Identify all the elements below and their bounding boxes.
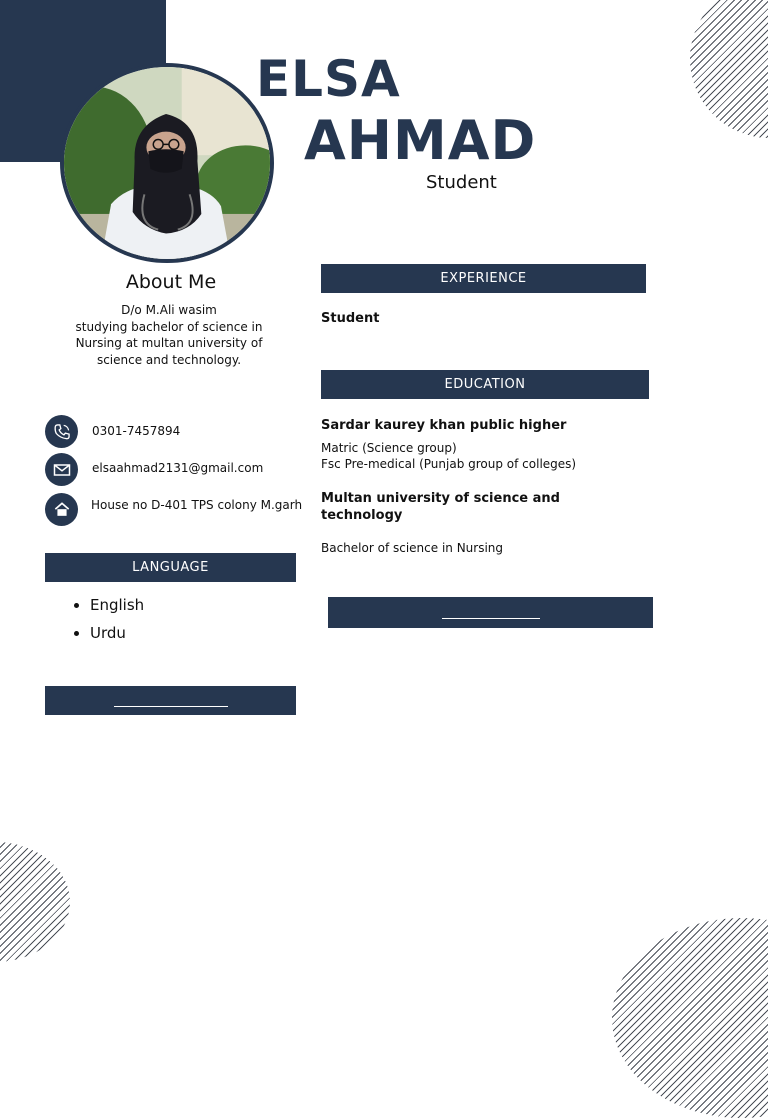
about-line: D/o M.Ali wasim: [121, 303, 217, 317]
language-section-bar: [45, 553, 296, 582]
last-name: AHMAD: [304, 109, 537, 172]
first-name: ELSA: [256, 50, 401, 108]
language-heading: LANGUAGE: [132, 560, 209, 575]
phone-icon: [45, 415, 78, 448]
home-address: House no D-401 TPS colony M.garh: [91, 498, 303, 512]
education-section-bar: [321, 370, 649, 399]
about-line: studying bachelor of science in: [75, 319, 263, 334]
education-school-line: technology: [321, 508, 403, 523]
education-school: Sardar kaurey khan public higher: [321, 418, 567, 433]
about-line: Nursing at multan university of: [75, 336, 263, 350]
experience-heading: EXPERIENCE: [440, 271, 527, 286]
education-detail: Matric (Science group): [321, 441, 457, 455]
education-heading: EDUCATION: [444, 377, 526, 392]
heading-placeholder-line: [114, 706, 228, 707]
list-item: • Urdu: [90, 624, 144, 642]
education-school: [321, 490, 560, 524]
empty-section-bar-right: [328, 597, 653, 628]
about-line: science and technology.: [96, 352, 242, 367]
empty-section-bar-left: [45, 686, 296, 715]
heading-placeholder-line: [442, 618, 540, 619]
about-me-text: [60, 302, 278, 368]
experience-item: Student: [321, 311, 380, 326]
hatched-circle-top-right: [690, 0, 768, 138]
hatched-circle-bottom-left: [0, 842, 70, 962]
job-title: Student: [426, 172, 497, 193]
mail-icon: [45, 453, 78, 486]
language-list: [70, 596, 144, 652]
education-detail: Fsc Pre-medical (Punjab group of colleges): [321, 457, 577, 471]
profile-photo: [60, 63, 274, 263]
hatched-circle-bottom-right: [612, 918, 768, 1118]
home-icon: [45, 493, 78, 526]
education-detail: Bachelor of science in Nursing: [321, 541, 504, 555]
list-item: • English: [90, 596, 144, 614]
education-school-line: Multan university of science and: [321, 491, 560, 506]
email-address[interactable]: elsaahmad2131@gmail.com: [92, 461, 264, 475]
about-me-heading: About Me: [125, 271, 217, 293]
experience-section-bar: [321, 264, 646, 293]
phone-number[interactable]: 0301-7457894: [92, 424, 181, 438]
